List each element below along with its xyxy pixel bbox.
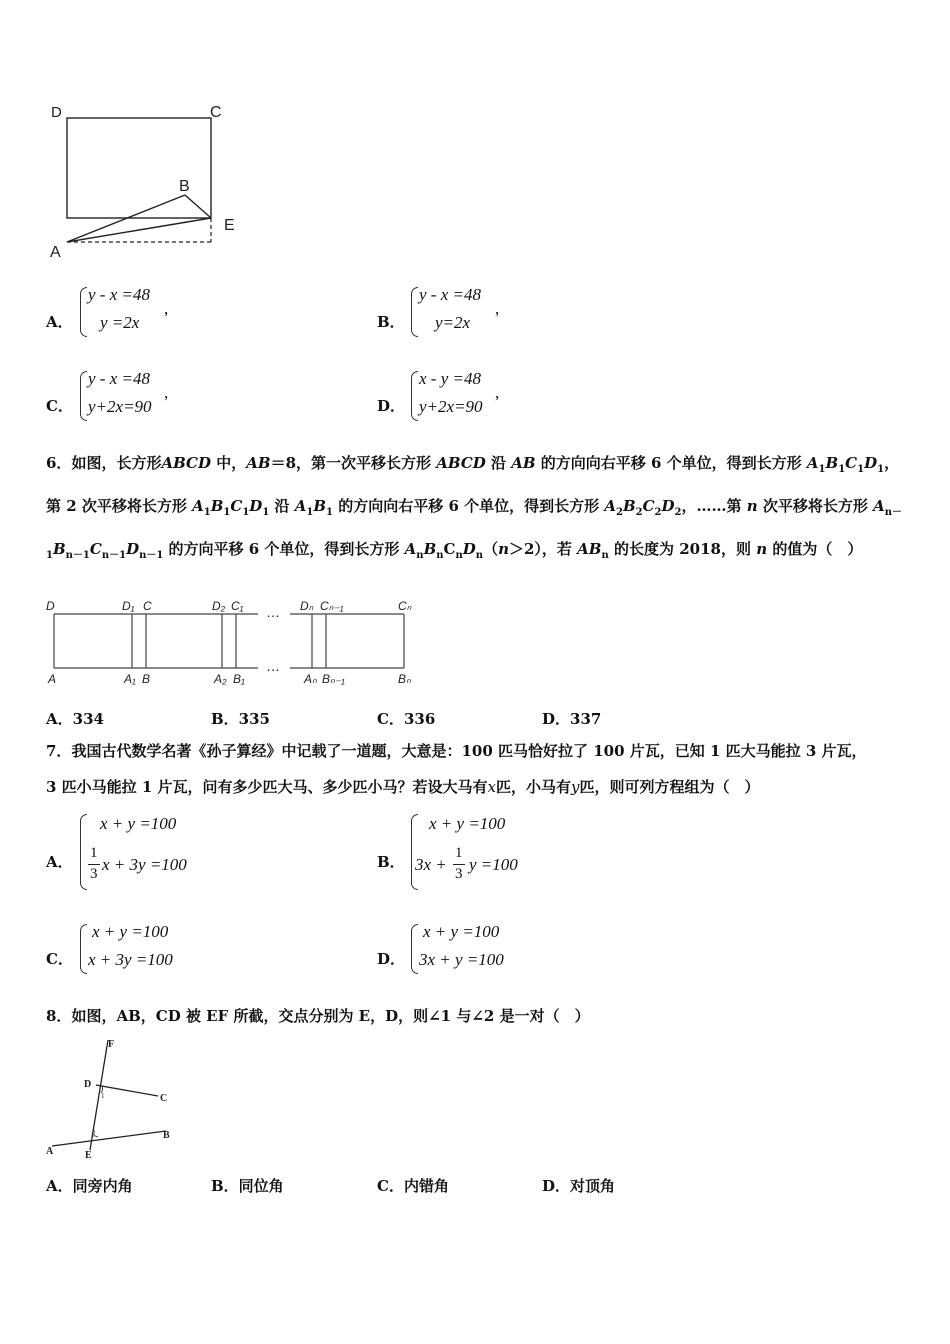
label-E: E (224, 217, 235, 234)
question-7-line2 (46, 769, 908, 805)
brace (411, 814, 418, 890)
fraction-denominator: 3 (90, 866, 98, 882)
label-E: E (85, 1150, 92, 1160)
q6-option-c: C．336 (377, 710, 436, 728)
fig-label: B (142, 672, 151, 686)
question-6-text: 如图，长方形ABCD 中，AB＝8，第一次平移长方形 ABCD 沿 AB 的方向向右平移 6 个单位，得到长方形 $A_1B_1C_1D_1$，第 2 次平移将长方形 $A_1B_1C_1D_1$ 沿 $A_1B_1$ 的方向向右平移 6 个单位，得到长方形 $A_2B_2C_2D_2$，……第 n 次平移将长方形 $A_{n-1}B_{n-1}C_{n-1}D_{n-1}$ 的方向平移 6 个单位，得到长方形 $A_nB_nC_nD_n(n>2)$，若 $AB_n$ 的长度为 2018，则 n 的值为（ ） (46, 454, 903, 561)
angle-1-label: 1 (101, 1092, 105, 1100)
equation: y+2x=90 (88, 397, 152, 416)
label-F: F (108, 1039, 115, 1050)
label-D: D (51, 104, 62, 121)
q7-option-a-system (88, 814, 208, 890)
var-y: y (571, 778, 580, 796)
equation: x + 3y =100 (102, 855, 187, 874)
label-C: C (160, 1093, 168, 1104)
fig-label: Cₙ₋₁ (320, 599, 344, 613)
fig-label: Cₙ (398, 599, 412, 613)
fig-label: A₁ (124, 672, 136, 686)
equation: x + 3y =100 (88, 950, 173, 969)
q8-option-b: B．同位角 (211, 1177, 284, 1195)
equation: y - x =48 (419, 285, 481, 304)
question-7-line1 (46, 733, 908, 769)
fig-label: D₁ (122, 599, 135, 613)
question-8 (46, 998, 908, 1034)
equation: x + y =100 (100, 814, 177, 833)
q5-option-d-letter: D． (377, 397, 406, 415)
fraction-numerator: 1 (90, 845, 98, 861)
label-A: A (46, 1146, 54, 1157)
label-D: D (84, 1079, 92, 1090)
equation: y =100 (469, 855, 518, 874)
question-number: 8． (46, 1007, 72, 1025)
text: 匹，小马有 (496, 778, 572, 796)
question-number: 7． (46, 742, 72, 760)
label-B: B (179, 178, 190, 195)
q7-option-a-letter: A． (46, 853, 73, 871)
equation: 3x + (415, 855, 447, 874)
q8-figure (44, 1036, 184, 1160)
question-7 (46, 733, 908, 805)
fig-label: D (46, 599, 55, 613)
equation: x + y =100 (423, 922, 500, 941)
fig-label: D₂ (212, 599, 226, 613)
q6-option-a: A．334 (46, 710, 104, 728)
brace (80, 924, 87, 974)
fraction-numerator: 1 (455, 845, 463, 861)
comma: , (495, 383, 500, 402)
fig-label: A (48, 672, 57, 686)
q5-option-b-letter: B． (377, 313, 405, 331)
q8-option-c: C．内错角 (377, 1177, 449, 1195)
equation: y - x =48 (88, 369, 150, 388)
fig-label: C₁ (231, 599, 244, 613)
ellipsis: … (266, 658, 280, 674)
equation: y+2x=90 (419, 397, 483, 416)
angle-2-label: 2 (92, 1129, 96, 1137)
label-C: C (210, 104, 222, 121)
fig-label: B₁ (233, 672, 245, 686)
fraction-denominator: 3 (455, 866, 463, 882)
var-x: x (487, 778, 497, 796)
equation: x + y =100 (92, 922, 169, 941)
fig-label: Dₙ (300, 599, 314, 613)
equation: 3x + y =100 (419, 950, 504, 969)
comma: , (164, 383, 169, 402)
label-A: A (50, 244, 61, 261)
brace (80, 814, 87, 890)
q5-figure (44, 98, 244, 263)
q6-option-d: D．337 (542, 710, 602, 728)
brace (80, 287, 87, 337)
fig-label: C (143, 599, 152, 613)
fig-label: Bₙ₋₁ (322, 672, 345, 686)
text: 我国古代数学名著《孙子算经》中记载了一道题，大意是：100 匹马恰好拉了 100 片瓦，已知 1 匹大马能拉 3 片瓦， (71, 742, 867, 760)
ellipsis: … (266, 604, 280, 620)
fraction-bar (88, 864, 100, 865)
fraction-bar (453, 864, 465, 865)
q8-option-d: D．对顶角 (542, 1177, 616, 1195)
question-number: 6． (46, 454, 72, 472)
equation: x - y =48 (419, 369, 481, 388)
q7-option-c-letter: C． (46, 950, 73, 968)
fig-label: Bₙ (398, 672, 411, 686)
brace (411, 924, 418, 974)
equation: y=2x (435, 313, 471, 332)
brace (411, 371, 418, 421)
comma: , (495, 299, 500, 318)
question-8-text: 如图，AB，CD 被 EF 所截，交点分别为 E，D，则∠1 与∠2 是一对（ ） (71, 1007, 590, 1025)
question-6 (46, 445, 908, 574)
comma: , (164, 299, 169, 318)
brace (80, 371, 87, 421)
label-B: B (163, 1130, 170, 1141)
q5-option-a-letter: A． (46, 313, 73, 331)
fig-label: Aₙ (304, 672, 317, 686)
brace (411, 287, 418, 337)
q8-option-a: A．同旁内角 (46, 1177, 133, 1195)
q7-option-d-letter: D． (377, 950, 406, 968)
q7-option-b-letter: B． (377, 853, 405, 871)
fig-label: A₂ (214, 672, 227, 686)
equation: y - x =48 (88, 285, 150, 304)
text: 3 匹小马能拉 1 片瓦，问有多少匹大马、多少匹小马？若设大马有 (46, 778, 488, 796)
q6-option-b: B．335 (211, 710, 270, 728)
equation: y =2x (100, 313, 140, 332)
q5-option-c-letter: C． (46, 397, 73, 415)
text: 匹，则可列方程组为（ ） (579, 778, 760, 796)
q7-option-b-system (415, 814, 539, 890)
equation: x + y =100 (429, 814, 506, 833)
q6-figure (44, 596, 424, 688)
